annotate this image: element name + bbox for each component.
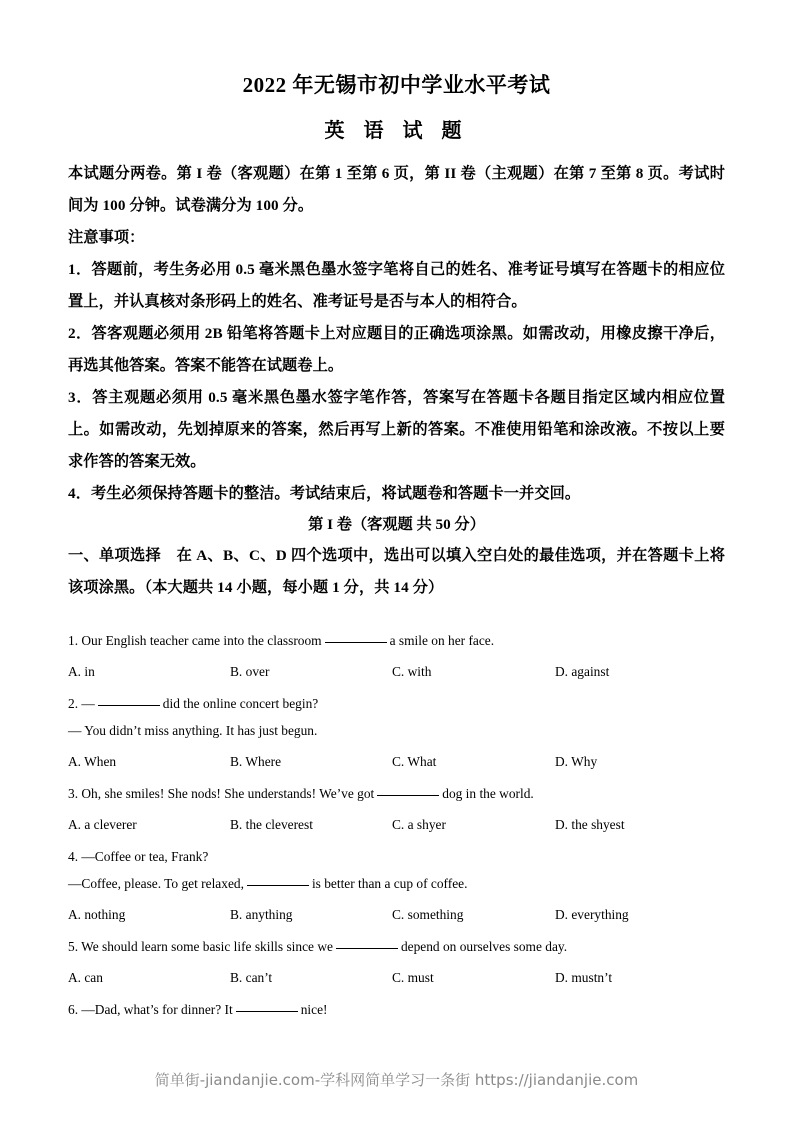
question-stem-after: dog in the world. (442, 786, 534, 801)
question-stem-before: 1. Our English teacher came into the classroom (68, 633, 322, 648)
question-stem (68, 632, 728, 649)
continuation-after: is better than a cup of coffee. (311, 876, 468, 891)
question-stem-after: did the online concert begin? (162, 696, 319, 711)
notice-item-4: 4．考生必须保持答题卡的整洁。考试结束后，将试题卷和答题卡一并交回。 (68, 485, 581, 502)
notice-label: 注意事项： (68, 229, 145, 246)
option-a[interactable]: A. When (68, 754, 117, 769)
option-b[interactable]: B. anything (230, 907, 293, 922)
question-stem-before: 5. We should learn some basic life skills since we (68, 939, 333, 954)
option-a[interactable]: A. can (68, 970, 103, 985)
answer-blank (336, 948, 398, 949)
option-c[interactable]: C. What (392, 754, 437, 769)
option-row (68, 816, 728, 833)
continuation-before: —Coffee, please. To get relaxed, (68, 876, 244, 891)
question-stem-before: 2. — (68, 696, 95, 711)
question-stem-after: nice! (300, 1002, 328, 1017)
option-a[interactable]: A. nothing (68, 907, 126, 922)
option-d[interactable]: D. against (555, 664, 610, 679)
question-continuation: — You didn’t miss anything. It has just begun. (68, 723, 318, 738)
option-a[interactable]: A. a cleverer (68, 817, 137, 832)
option-d[interactable]: D. Why (555, 754, 598, 769)
question-stem-after: a smile on her face. (389, 633, 495, 648)
option-a[interactable]: A. in (68, 664, 95, 679)
option-d[interactable]: D. everything (555, 907, 629, 922)
question-continuation (68, 875, 728, 892)
option-c[interactable]: C. something (392, 907, 464, 922)
question-stem (68, 938, 728, 955)
footer-watermark: 简单街-jiandanjie.com-学科网简单学习一条街 https://jiandanjie.com (154, 1071, 639, 1089)
option-d[interactable]: D. the shyest (555, 817, 625, 832)
page-title: 2022 年无锡市初中学业水平考试 (242, 73, 551, 97)
page-subtitle: 英 语 试 题 (324, 120, 469, 142)
question-stem-before: 3. Oh, she smiles! She nods! She understands! We’ve got (68, 786, 375, 801)
notice-item-3: 3．答主观题必须用 0.5 毫米黑色墨水签字笔作答，答案写在答题卡各题目指定区域内相应位置上。如需改动，先划掉原来的答案，然后再写上新的答案。不准使用铅笔和涂改液。不按以上要求作答的答案无效。 (68, 389, 725, 470)
option-b[interactable]: B. can’t (230, 970, 273, 985)
notice-item-2: 2．答客观题必须用 2B 铅笔将答题卡上对应题目的正确选项涂黑。如需改动，用橡皮擦干净后，再选其他答案。答案不能答在试题卷上。 (68, 325, 725, 374)
part-heading: 第 I 卷（客观题 共 50 分） (308, 516, 485, 533)
answer-blank (236, 1011, 298, 1012)
question-stem (68, 1001, 728, 1018)
option-c[interactable]: C. must (392, 970, 434, 985)
section-instruction: 一、单项选择 在 A、B、C、D 四个选项中，选出可以填入空白处的最佳选项，并在答题卡上将该项涂黑。（本大题共 14 小题，每小题 1 分，共 14 分） (68, 547, 725, 596)
option-row (68, 969, 728, 986)
notice-item-1: 1．答题前，考生务必用 0.5 毫米黑色墨水签字笔将自己的姓名、准考证号填写在答题卡的相应位置上，并认真核对条形码上的姓名、准考证号是否与本人的相符合。 (68, 261, 725, 310)
answer-blank (98, 705, 160, 706)
intro-paragraph: 本试题分两卷。第 I 卷（客观题）在第 1 至第 6 页，第 II 卷（主观题）在第 7 至第 8 页。考试时间为 100 分钟。试卷满分为 100 分。 (68, 165, 725, 214)
question-list (68, 632, 728, 1032)
answer-blank (377, 795, 439, 796)
option-c[interactable]: C. with (392, 664, 432, 679)
option-d[interactable]: D. mustn’t (555, 970, 613, 985)
question-stem-after: depend on ourselves some day. (400, 939, 568, 954)
question-stem: 4. —Coffee or tea, Frank? (68, 849, 209, 864)
question-stem (68, 785, 728, 802)
question-stem-before: 6. —Dad, what’s for dinner? It (68, 1002, 233, 1017)
option-row (68, 906, 728, 923)
option-b[interactable]: B. the cleverest (230, 817, 313, 832)
option-b[interactable]: B. Where (230, 754, 282, 769)
option-row (68, 663, 728, 680)
question-stem (68, 695, 728, 712)
option-b[interactable]: B. over (230, 664, 270, 679)
answer-blank (325, 642, 387, 643)
answer-blank (247, 885, 309, 886)
option-row (68, 753, 728, 770)
option-c[interactable]: C. a shyer (392, 817, 446, 832)
